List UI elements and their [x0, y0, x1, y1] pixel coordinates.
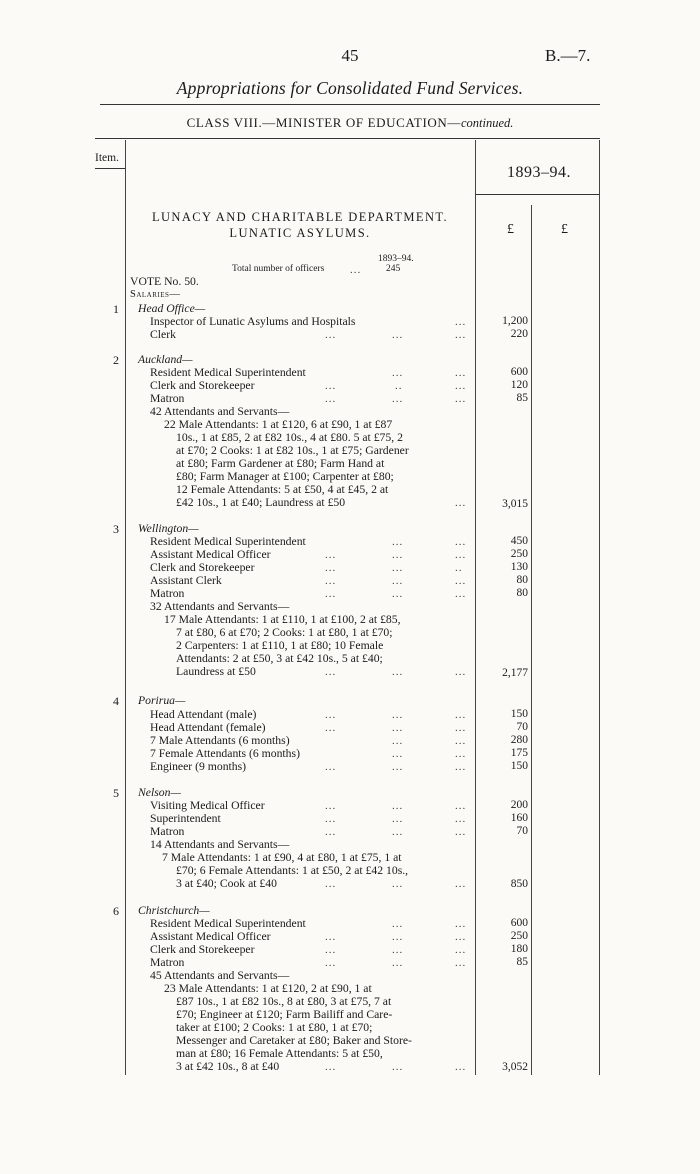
dot-leader: ... — [455, 536, 467, 548]
amount: 250 — [510, 548, 528, 560]
page-title: Appropriations for Consolidated Fund Services. — [176, 78, 524, 98]
dot-leader: ... — [392, 575, 404, 587]
line-entry: Laundress at £50 — [176, 665, 256, 678]
line-entry: Messenger and Caretaker at £80; Baker and Store- — [176, 1034, 412, 1047]
amount: 250 — [510, 930, 528, 942]
dot-leader: ... — [455, 813, 467, 825]
amount-column-divider-left — [475, 140, 476, 1075]
line-entry: 3 at £40; Cook at £40 — [176, 877, 277, 890]
dot-leader: ... — [455, 918, 467, 930]
line-entry: man at £80; 16 Female Attendants: 5 at £50, — [176, 1047, 383, 1060]
amount: 220 — [510, 328, 528, 340]
dot-leader: ... — [455, 316, 467, 328]
amount: 180 — [510, 943, 528, 955]
dot-leader: ... — [392, 826, 404, 838]
amount: 130 — [510, 561, 528, 573]
amount: 80 — [516, 587, 528, 599]
total-amount: 3,052 — [502, 1061, 528, 1073]
dot-leader: ... — [392, 709, 404, 721]
dot-leader: ... — [325, 826, 337, 838]
dot-leader: ... — [455, 722, 467, 734]
line-entry: 12 Female Attendants: 5 at £50, 4 at £45, 2 at — [176, 483, 389, 496]
item-number: 3 — [113, 522, 119, 536]
dot-leader: ... — [392, 761, 404, 773]
line-entry: 22 Male Attendants: 1 at £120, 6 at £90, 1 at £87 — [164, 418, 393, 431]
total-amount: 2,177 — [502, 667, 528, 679]
line-entry: £87 10s., 1 at £82 10s., 8 at £80, 3 at £75, 7 at — [176, 995, 392, 1008]
line-entry: 23 Male Attendants: 1 at £120, 2 at £90, 1 at — [164, 982, 372, 995]
line-entry: Resident Medical Superintendent — [150, 535, 306, 548]
amount: 70 — [516, 825, 528, 837]
header-rule — [95, 138, 600, 139]
dot-leader: ... — [325, 813, 337, 825]
line-entry: Clerk and Storekeeper — [150, 561, 255, 574]
line-entry: Inspector of Lunatic Asylums and Hospitals — [150, 315, 356, 328]
dot-leader: ... — [325, 931, 337, 943]
dot-leader: .. — [455, 562, 463, 574]
amount: 450 — [510, 535, 528, 547]
line-entry: 14 Attendants and Servants— — [150, 838, 290, 851]
dot-leader: ... — [392, 562, 404, 574]
line-entry: at £70; 2 Cooks: 1 at £82 10s., 1 at £75; Gardener — [176, 444, 409, 457]
total-amount: 850 — [510, 878, 528, 890]
dot-leader: ... — [325, 588, 337, 600]
dot-leader: ... — [325, 393, 337, 405]
line-entry: 42 Attendants and Servants— — [150, 405, 290, 418]
item-heading: Head Office— — [138, 302, 206, 315]
amount: 85 — [516, 956, 528, 968]
item-column-divider — [125, 140, 126, 1075]
dot-leader: ... — [455, 380, 467, 392]
officers-count: 245 — [386, 264, 401, 274]
dot-leader: ... — [455, 735, 467, 747]
year-header-rule — [475, 194, 599, 195]
line-entry: Matron — [150, 825, 185, 838]
dot-leader: ... — [325, 957, 337, 969]
dot-leader: ... — [455, 575, 467, 587]
line-entry: 3 at £42 10s., 8 at £40 — [176, 1060, 280, 1073]
vote-heading: VOTE No. 50. — [130, 275, 199, 288]
amount: 600 — [510, 917, 528, 929]
class-heading-suffix: continued. — [460, 116, 514, 130]
line-entry: Clerk and Storekeeper — [150, 379, 255, 392]
dot-leader: ... — [392, 722, 404, 734]
dot-leader: ... — [325, 666, 337, 678]
dot-leader: ... — [455, 878, 467, 890]
line-entry: 7 Male Attendants (6 months) — [150, 734, 290, 747]
dot-leader: ... — [392, 800, 404, 812]
line-entry: Clerk and Storekeeper — [150, 943, 255, 956]
line-entry: Matron — [150, 587, 185, 600]
dot-leader: ... — [392, 549, 404, 561]
dot-leader: ... — [392, 588, 404, 600]
officers-label: Total number of officers — [232, 264, 325, 274]
dot-leader: ... — [392, 393, 404, 405]
amount: 150 — [510, 760, 528, 772]
line-entry: 7 Female Attendants (6 months) — [150, 747, 300, 760]
item-heading: Auckland— — [138, 353, 193, 366]
line-entry: £42 10s., 1 at £40; Laundress at £50 — [176, 496, 346, 509]
dot-leader: ... — [455, 944, 467, 956]
department-heading: LUNACY AND CHARITABLE DEPARTMENT. — [151, 210, 449, 224]
line-entry: Matron — [150, 392, 185, 405]
line-entry: Visiting Medical Officer — [150, 799, 265, 812]
dot-leader: ... — [392, 957, 404, 969]
item-header-rule — [95, 168, 125, 169]
line-entry: £70; 6 Female Attendants: 1 at £50, 2 at £42 10s., — [176, 864, 409, 877]
item-number: 2 — [113, 353, 119, 367]
pound-header-2: £ — [561, 222, 568, 237]
amount: 80 — [516, 574, 528, 586]
dot-leader: ... — [325, 761, 337, 773]
line-entry: Assistant Clerk — [150, 574, 222, 587]
amount: 280 — [510, 734, 528, 746]
dot-leader: ... — [455, 329, 467, 341]
dot-leader: ... — [325, 709, 337, 721]
line-entry: Head Attendant (female) — [150, 721, 266, 734]
dot-leader: ... — [455, 367, 467, 379]
line-entry: Matron — [150, 956, 185, 969]
line-entry: 2 Carpenters: 1 at £110, 1 at £80; 10 Female — [176, 639, 384, 652]
dot-leader: ... — [455, 800, 467, 812]
page-number: 45 — [341, 46, 359, 65]
line-entry: 7 at £80, 6 at £70; 2 Cooks: 1 at £80, 1 at £70; — [176, 626, 393, 639]
dot-leader: ... — [325, 878, 337, 890]
dot-leader: ... — [325, 329, 337, 341]
amount: 70 — [516, 721, 528, 733]
dot-leader: ... — [392, 329, 404, 341]
dot-leader: ... — [392, 931, 404, 943]
pound-header-1: £ — [507, 222, 514, 237]
line-entry: Head Attendant (male) — [150, 708, 257, 721]
line-entry: at £80; Farm Gardener at £80; Farm Hand at — [176, 457, 385, 470]
dot-leader: ... — [392, 748, 404, 760]
dot-leader: ... — [392, 813, 404, 825]
total-amount: 3,015 — [502, 498, 528, 510]
dot-leader: ... — [455, 709, 467, 721]
line-entry: 32 Attendants and Servants— — [150, 600, 290, 613]
dot-leader: .. — [395, 380, 403, 392]
line-entry: 7 Male Attendants: 1 at £90, 4 at £80, 1 at £75, 1 at — [162, 851, 402, 864]
dot-leader: ... — [455, 666, 467, 678]
dot-leader: ... — [325, 380, 337, 392]
item-column-header: Item. — [95, 152, 119, 164]
item-number: 5 — [113, 786, 119, 800]
dot-leader: ... — [325, 575, 337, 587]
item-number: 1 — [113, 302, 119, 316]
line-entry: £70; Engineer at £120; Farm Bailiff and Care- — [176, 1008, 393, 1021]
line-entry: Engineer (9 months) — [150, 760, 247, 773]
amount: 150 — [510, 708, 528, 720]
dot-leader: ... — [455, 549, 467, 561]
dot-leader: ... — [455, 957, 467, 969]
line-entry: Resident Medical Superintendent — [150, 917, 306, 930]
dot-leader: ... — [392, 367, 404, 379]
line-entry: Clerk — [150, 328, 176, 341]
amount: 160 — [510, 812, 528, 824]
dot-leader: ... — [455, 497, 467, 509]
dot-leader: ... — [325, 1061, 337, 1073]
officers-year: 1893–94. — [378, 254, 414, 264]
dot-leader: ... — [455, 826, 467, 838]
dot-leader: ... — [392, 666, 404, 678]
dot-leader: ... — [325, 800, 337, 812]
dot-leader: ... — [455, 931, 467, 943]
dot-leader: ... — [325, 722, 337, 734]
item-heading: Porirua— — [138, 694, 186, 707]
dot-leader: ... — [392, 918, 404, 930]
salaries-heading: Salaries— — [130, 289, 181, 300]
amount: 120 — [510, 379, 528, 391]
line-entry: Attendants: 2 at £50, 3 at £42 10s., 5 at £40; — [176, 652, 383, 665]
dot-leader: ... — [325, 562, 337, 574]
dot-leader: ... — [455, 393, 467, 405]
dot-leader: ... — [455, 748, 467, 760]
amount: 85 — [516, 392, 528, 404]
amount: 200 — [510, 799, 528, 811]
dot-leader: ... — [325, 549, 337, 561]
line-entry: Assistant Medical Officer — [150, 930, 271, 943]
dot-leader: ... — [455, 588, 467, 600]
amount: 175 — [510, 747, 528, 759]
dot-leader: ... — [455, 1061, 467, 1073]
line-entry: Resident Medical Superintendent — [150, 366, 306, 379]
line-entry: taker at £100; 2 Cooks: 1 at £80, 1 at £70; — [176, 1021, 373, 1034]
dot-leader: ... — [392, 1061, 404, 1073]
amount: 600 — [510, 366, 528, 378]
item-heading: Christchurch— — [138, 904, 210, 917]
section-heading: LUNATIC ASYLUMS. — [229, 226, 371, 240]
amount-column-divider-right — [599, 140, 600, 1075]
item-number: 4 — [113, 694, 119, 708]
line-entry: £80; Farm Manager at £100; Carpenter at £80; — [176, 470, 394, 483]
dot-leader: ... — [325, 944, 337, 956]
document-reference: B.—7. — [545, 46, 591, 65]
line-entry: Superintendent — [150, 812, 221, 825]
line-entry: 10s., 1 at £85, 2 at £82 10s., 4 at £80. 5 at £75, 2 — [176, 431, 403, 444]
dot-leader: ... — [392, 735, 404, 747]
line-entry: 17 Male Attendants: 1 at £110, 1 at £100, 2 at £85, — [164, 613, 401, 626]
dot-leader: ... — [392, 536, 404, 548]
officers-leader: ... — [350, 264, 362, 276]
class-heading-text: CLASS VIII.—MINISTER OF EDUCATION— — [186, 115, 461, 130]
amount: 1,200 — [502, 315, 528, 327]
item-heading: Wellington— — [138, 522, 199, 535]
item-number: 6 — [113, 904, 119, 918]
class-heading — [0, 115, 700, 131]
dot-leader: ... — [455, 761, 467, 773]
title-rule — [100, 104, 600, 105]
item-heading: Nelson— — [138, 786, 181, 799]
dot-leader: ... — [392, 878, 404, 890]
line-entry: Assistant Medical Officer — [150, 548, 271, 561]
amount-column-divider-middle — [531, 205, 532, 1075]
line-entry: 45 Attendants and Servants— — [150, 969, 290, 982]
dot-leader: ... — [392, 944, 404, 956]
year-column-header: 1893–94. — [507, 164, 571, 181]
